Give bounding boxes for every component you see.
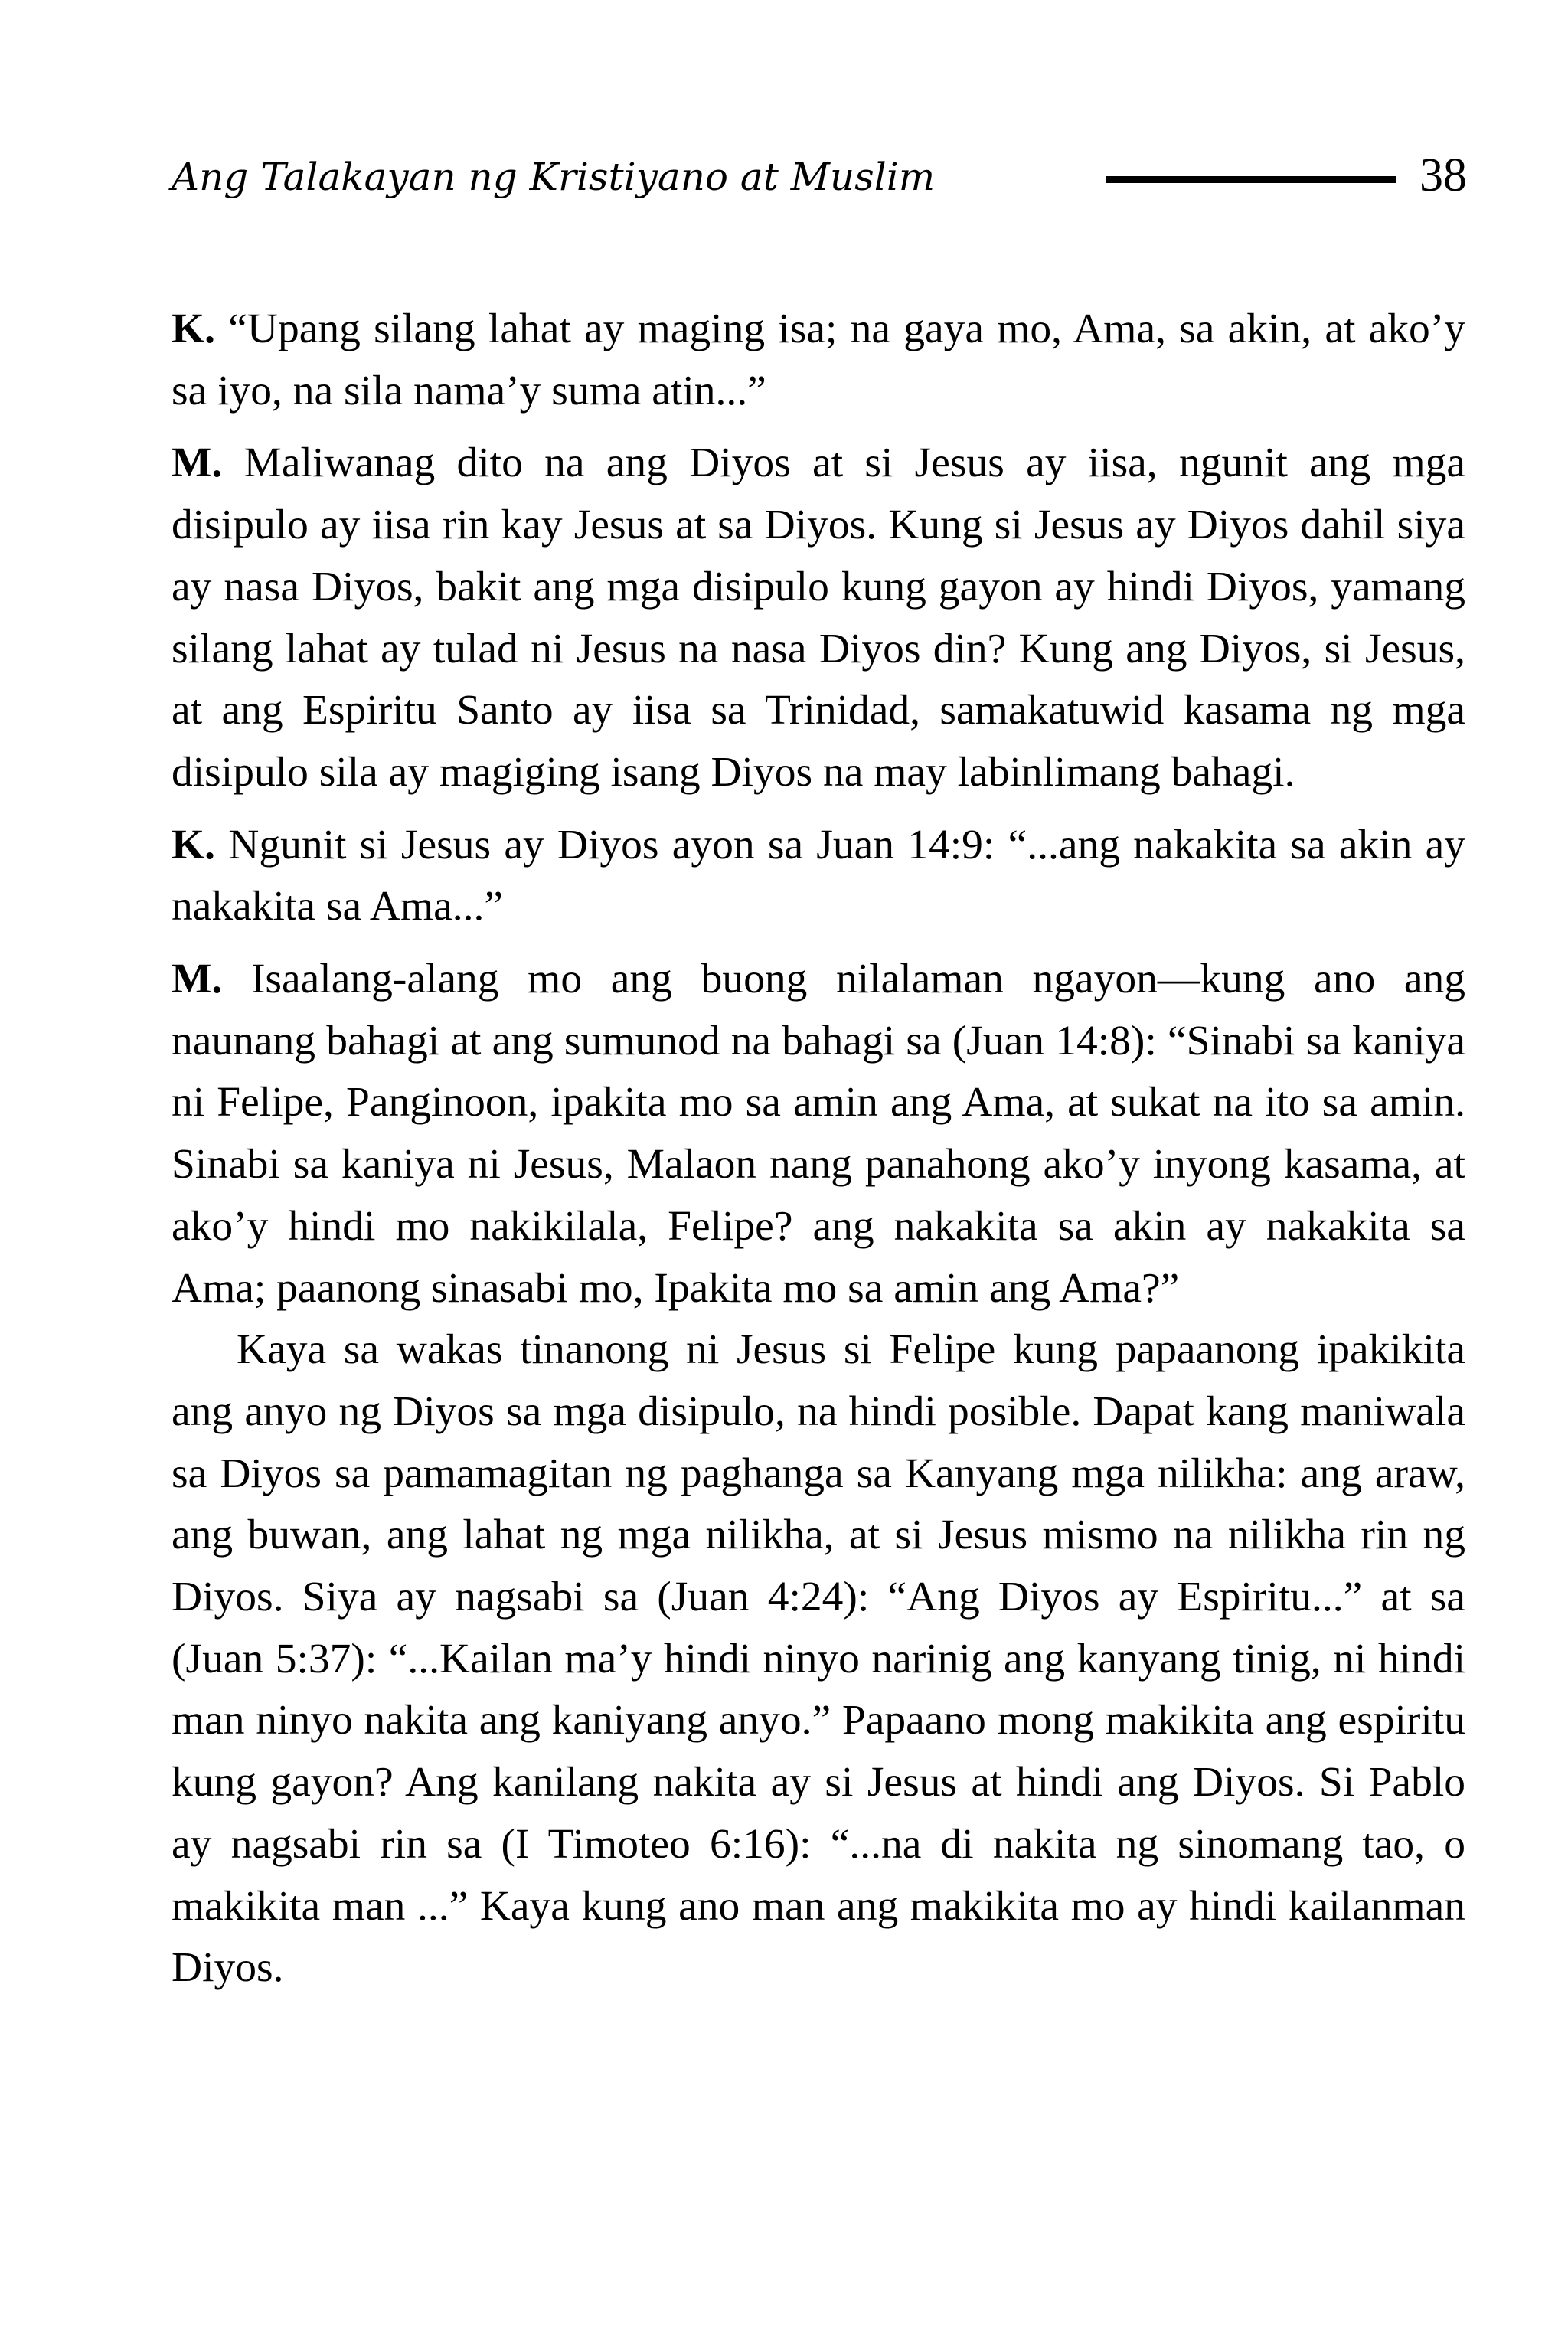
paragraph-text: Maliwanag dito na ang Diyos at si Jesus ay iisa, ngunit ang mga disipulo ay iisa rin kay Jesus at sa Diyos. Kung si Jesus ay Diyos dahil siya ay nasa Diyos, bakit ang mga disipulo kung gayon ay hindi Diyos, yamang silang lahat ay tulad ni Jesus na nasa Diyos din? Kung ang Diyos, si Jesus, at ang Espiritu Santo ay iisa sa Trinidad, samakatuwid kasama ng mga disipulo sila ay magiging isang Diyos na may labinlimang bahagi.	[172, 440, 1466, 796]
page-body	[172, 299, 1465, 1999]
speaker-label: K.	[172, 821, 216, 868]
paragraph-text: Isaalang-alang mo ang buong nilalaman ngayon—kung ano ang naunang bahagi at ang sumunod na bahagi sa (Juan 14:8): “Sinabi sa kaniya ni Felipe, Panginoon, ipakita mo sa amin ang Ama, at sukat na ito sa amin. Sinabi sa kaniya ni Jesus, Malaon nang panahong ako’y inyong kasama, at ako’y hindi mo nakikilala, Felipe? ang nakakita sa akin ay nakakita sa Ama; paanong sinasabi mo, Ipakita mo sa amin ang Ama?”	[172, 956, 1465, 1312]
paragraph-m-2	[172, 949, 1465, 1319]
paragraph-commentary	[172, 1319, 1465, 1999]
paragraph-text: Kaya sa wakas tinanong ni Jesus si Felipe kung papaanong ipakikita ang anyo ng Diyos sa mga disipulo, na hindi posible. Dapat kang maniwala sa Diyos sa pamamagitan ng paghanga sa Kanyang mga nilikha: ang araw, ang buwan, ang lahat ng mga nilikha, at si Jesus mismo na nilikha rin ng Diyos. Siya ay nagsabi sa (Juan 4:24): “Ang Diyos ay Espiritu...” at sa (Juan 5:37): “...Kailan ma’y hindi ninyo narinig ang kanyang tinig, ni hindi man ninyo nakita ang kaniyang anyo.” Papaano mong makikita ang espiritu kung gayon? Ang kanilang nakita ay si Jesus at hindi ang Diyos. Si Pablo ay nagsabi rin sa (I Timoteo 6:16): “...na di nakita ng sinomang tao, o makikita man ...” Kaya kung ano man ang makikita mo ay hindi kailanman Diyos.	[172, 1326, 1465, 1992]
paragraph-m-1	[172, 433, 1465, 803]
page-header	[172, 142, 1473, 211]
paragraph-text: Ngunit si Jesus ay Diyos ayon sa Juan 14:9: “...ang nakakita sa akin ay nakakita sa Ama...”	[172, 821, 1466, 930]
paragraph-k-1	[172, 299, 1465, 422]
speaker-label: M.	[172, 440, 223, 487]
paragraph-text: “Upang silang lahat ay maging isa; na gaya mo, Ama, sa akin, at ako’y sa iyo, na sila nama’y suma atin...”	[172, 306, 1465, 414]
running-title: Ang Talakayan ng Kristiyano at Muslim	[172, 155, 936, 199]
paragraph-k-2	[172, 815, 1465, 938]
speaker-label: M.	[172, 956, 223, 1003]
speaker-label: K.	[172, 306, 216, 352]
page-number: 38	[1419, 149, 1467, 201]
header-rule	[1106, 176, 1396, 183]
